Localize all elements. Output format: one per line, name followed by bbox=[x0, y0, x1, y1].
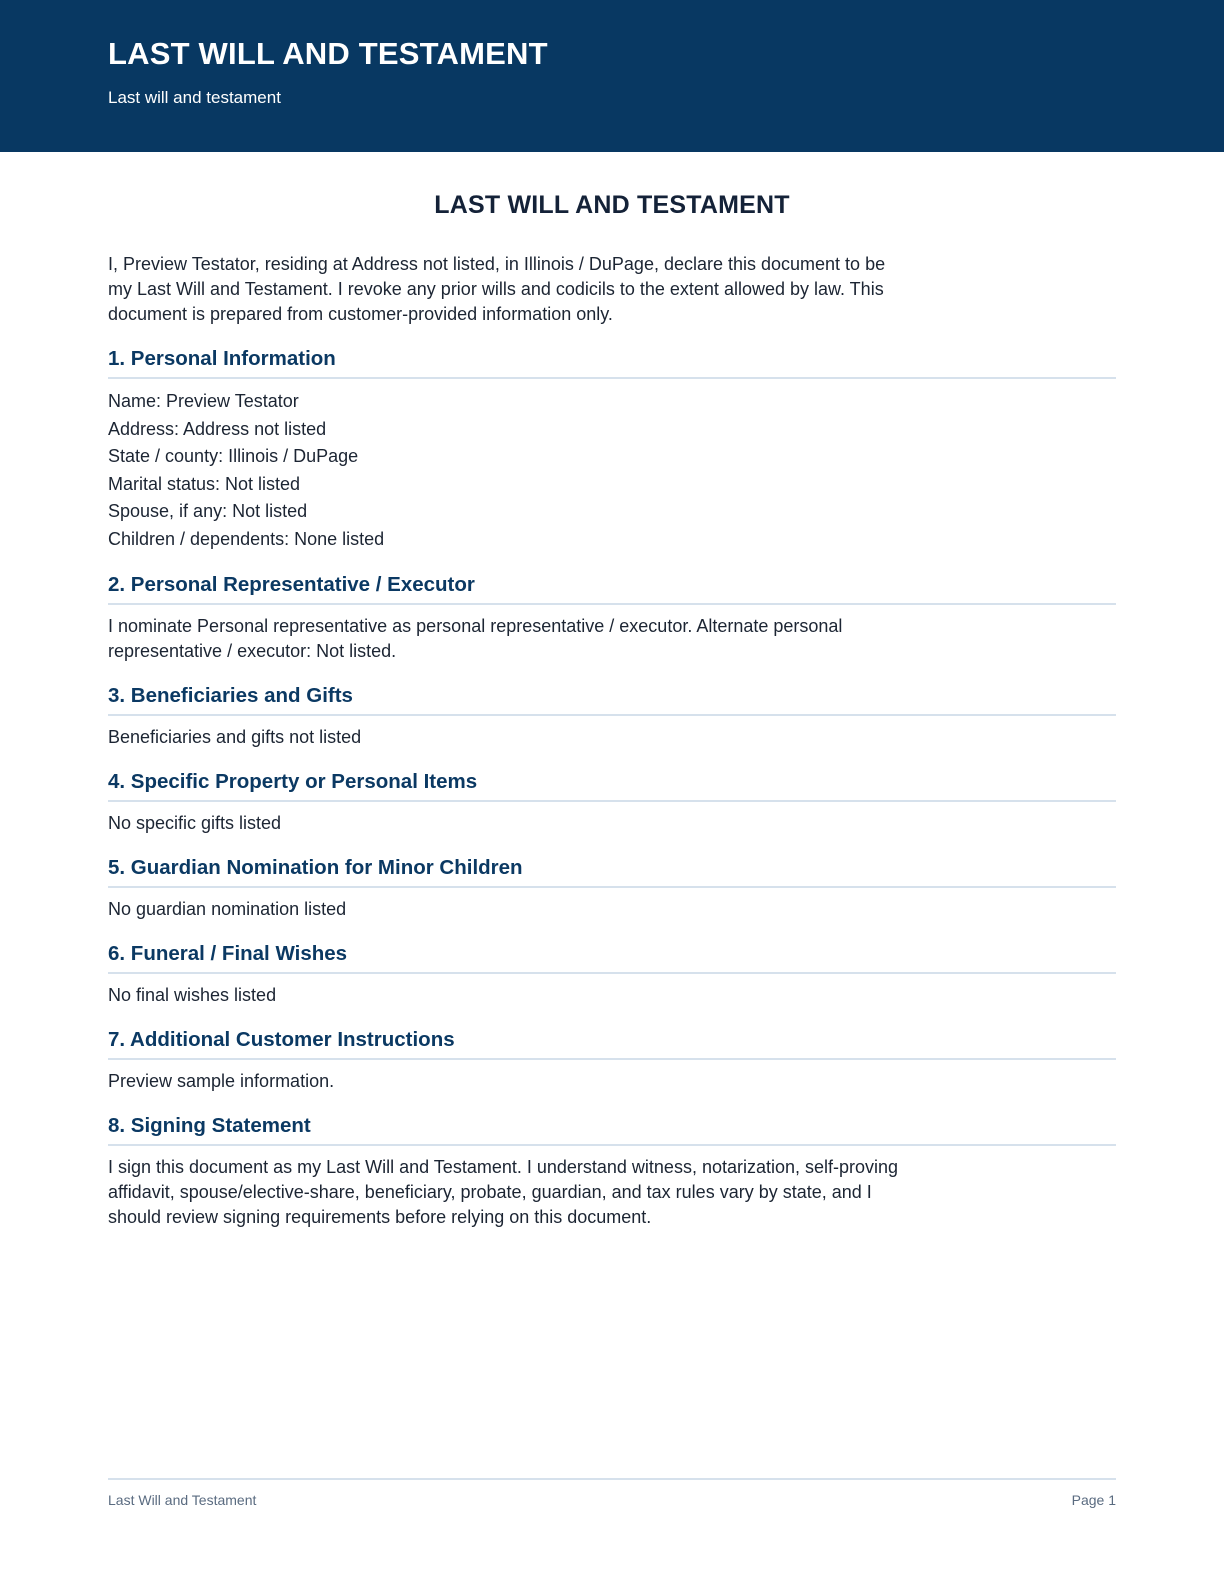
info-children: Children / dependents: None listed bbox=[108, 528, 385, 549]
info-name: Name: Preview Testator bbox=[108, 391, 299, 411]
section-personal-representative bbox=[108, 571, 1116, 664]
info-marital-status: Marital status: Not listed bbox=[108, 473, 301, 494]
section-specific-property bbox=[108, 768, 1116, 836]
section-additional-instructions bbox=[108, 1026, 1116, 1094]
footer-document-name: Last Will and Testament bbox=[108, 1492, 257, 1508]
document-body bbox=[108, 186, 1116, 1230]
section-heading: 2. Personal Representative / Executor bbox=[108, 571, 1116, 605]
section-text: Preview sample information. bbox=[108, 1071, 335, 1091]
personal-info-list bbox=[108, 388, 1116, 553]
footer-page-number: Page 1 bbox=[1071, 1492, 1116, 1508]
section-heading: 5. Guardian Nomination for Minor Children bbox=[108, 854, 1116, 888]
banner-title: LAST WILL AND TESTAMENT bbox=[108, 36, 548, 71]
section-text: Beneficiaries and gifts not listed bbox=[108, 727, 362, 747]
document-title: LAST WILL AND TESTAMENT bbox=[434, 191, 790, 219]
section-heading: 4. Specific Property or Personal Items bbox=[108, 768, 1116, 802]
header-banner bbox=[0, 0, 1224, 152]
section-heading: 3. Beneficiaries and Gifts bbox=[108, 682, 1116, 716]
section-personal-information bbox=[108, 345, 1116, 553]
banner-subtitle: Last will and testament bbox=[108, 88, 281, 107]
section-signing-statement bbox=[108, 1112, 1116, 1230]
info-state-county: State / county: Illinois / DuPage bbox=[108, 446, 359, 466]
section-text: I sign this document as my Last Will and Testament. I understand witness, notarization, self-proving affidavit, spouse/elective-share, beneficiary, probate, guardian, and tax rules vary by state, and I should review signing requirements before relying on this document. bbox=[108, 1157, 899, 1227]
section-heading: 7. Additional Customer Instructions bbox=[108, 1026, 1116, 1060]
info-spouse: Spouse, if any: Not listed bbox=[108, 501, 308, 521]
section-text: I nominate Personal representative as personal representative / executor. Alternate personal representative / executor: Not listed. bbox=[108, 616, 843, 661]
section-heading: 8. Signing Statement bbox=[108, 1112, 1116, 1146]
section-funeral-wishes bbox=[108, 940, 1116, 1008]
section-text: No guardian nomination listed bbox=[108, 899, 347, 919]
section-guardian bbox=[108, 854, 1116, 922]
intro-paragraph: I, Preview Testator, residing at Address not listed, in Illinois / DuPage, declare this document to be my Last Will and Testament. I revoke any prior wills and codicils to the extent allowed by law. This document is prepared from customer-provided information only. bbox=[108, 254, 886, 324]
section-text: No specific gifts listed bbox=[108, 813, 282, 833]
info-address: Address: Address not listed bbox=[108, 418, 327, 439]
section-text: No final wishes listed bbox=[108, 985, 277, 1005]
footer-divider bbox=[108, 1478, 1116, 1480]
section-heading: 1. Personal Information bbox=[108, 345, 1116, 379]
section-heading: 6. Funeral / Final Wishes bbox=[108, 940, 1116, 974]
section-beneficiaries bbox=[108, 682, 1116, 750]
